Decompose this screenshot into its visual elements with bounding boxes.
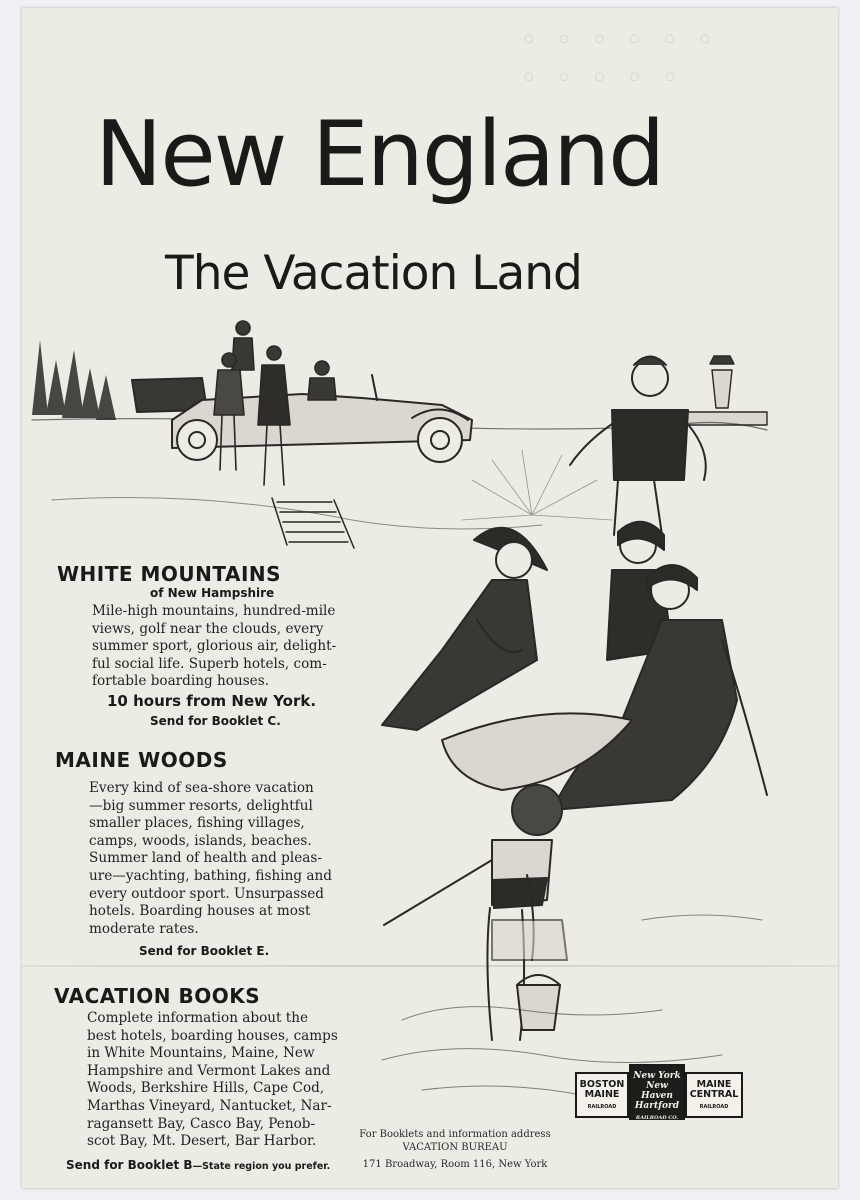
white-mountains-heading: WHITE MOUNTAINS: [57, 562, 282, 586]
booklet-b-label: Send for Booklet B: [66, 1158, 193, 1172]
body-line: Woods, Berkshire Hills, Cape Cod,: [87, 1080, 325, 1097]
white-mountains-subheading: of New Hampshire: [150, 586, 275, 600]
body-line: smaller places, fishing villages,: [89, 815, 305, 832]
maine-woods-heading: MAINE WOODS: [55, 748, 228, 772]
body-line: ure—yachting, bathing, fishing and: [89, 867, 332, 884]
logo-text: BOSTON: [579, 1079, 625, 1090]
address-block: [350, 1128, 560, 1171]
body-line: scot Bay, Mt. Desert, Bar Harbor.: [87, 1133, 317, 1150]
body-line: camps, woods, islands, beaches.: [89, 832, 312, 849]
body-line: every outdoor sport. Unsurpassed: [89, 885, 324, 902]
white-mountains-travel-time: 10 hours from New York.: [107, 692, 317, 710]
booklet-e-request: Send for Booklet E.: [139, 944, 270, 958]
steps-sketch: [272, 498, 354, 548]
car-sketch: [132, 375, 472, 462]
logo-text: RAILROAD CO.: [635, 1115, 679, 1121]
boston-maine-logo-icon: [575, 1072, 629, 1118]
body-line: fortable boarding houses.: [92, 673, 270, 690]
body-line: Mile-high mountains, hundred-mile: [92, 603, 336, 619]
address-street: 171 Broadway, Room 116, New York: [362, 1159, 548, 1170]
bleed-through-text: ◦ ◦ ◦ ◦ ◦ ◦ ◦ ◦ ◦ ◦ ◦: [520, 23, 718, 96]
maine-woods-body: [89, 780, 351, 938]
maine-central-logo-icon: [685, 1072, 743, 1118]
body-line: in White Mountains, Maine, New: [87, 1045, 315, 1062]
body-line: views, golf near the clouds, every: [92, 620, 324, 637]
body-line: hotels. Boarding houses at most: [89, 903, 311, 920]
body-line: summer sport, glorious air, delight-: [92, 638, 337, 655]
address-bureau: VACATION BUREAU: [402, 1142, 508, 1153]
logo-text: New Haven: [641, 1081, 673, 1101]
logo-text: MAINE: [696, 1079, 732, 1090]
boy-figure-sketch: [570, 357, 706, 536]
booklet-b-note: —State region you prefer.: [192, 1161, 331, 1172]
body-line: ragansett Bay, Casco Bay, Penob-: [87, 1115, 316, 1132]
body-line: Every kind of sea-shore vacation: [89, 780, 314, 796]
logo-text: CENTRAL: [689, 1089, 739, 1100]
body-line: Hampshire and Vermont Lakes and: [87, 1062, 331, 1079]
body-line: moderate rates.: [89, 920, 199, 937]
booklet-b-request: [66, 1154, 330, 1173]
new-haven-logo-icon: [629, 1064, 685, 1120]
body-line: Marthas Vineyard, Nantucket, Nar-: [87, 1097, 332, 1114]
body-line: ful social life. Superb hotels, com-: [92, 655, 327, 672]
white-mountains-body: [92, 603, 354, 691]
logo-text: MAINE: [584, 1089, 620, 1100]
page-title: New England: [95, 102, 664, 207]
sun-rays-sketch: [462, 450, 612, 520]
address-intro: For Booklets and information address: [359, 1129, 551, 1140]
body-line: Summer land of health and pleas-: [89, 850, 322, 867]
railroad-logos: [575, 1064, 745, 1122]
vacation-books-body: [87, 1010, 349, 1151]
body-line: Complete information about the: [87, 1010, 309, 1026]
body-line: best hotels, boarding houses, camps: [87, 1027, 338, 1044]
logo-text: Hartford: [634, 1101, 680, 1111]
logo-text: New York: [633, 1071, 681, 1081]
page-subtitle: The Vacation Land: [165, 246, 582, 301]
booklet-c-request: Send for Booklet C.: [150, 714, 281, 728]
logo-text: RAILROAD: [699, 1104, 729, 1110]
child-with-bucket-sketch: [384, 785, 567, 1040]
girl-in-hat-sketch: [382, 528, 547, 730]
logo-text: RAILROAD: [587, 1104, 617, 1110]
trees-sketch: [32, 340, 116, 420]
vacation-books-heading: VACATION BOOKS: [54, 984, 261, 1008]
body-line: —big summer resorts, delightful: [89, 797, 313, 814]
